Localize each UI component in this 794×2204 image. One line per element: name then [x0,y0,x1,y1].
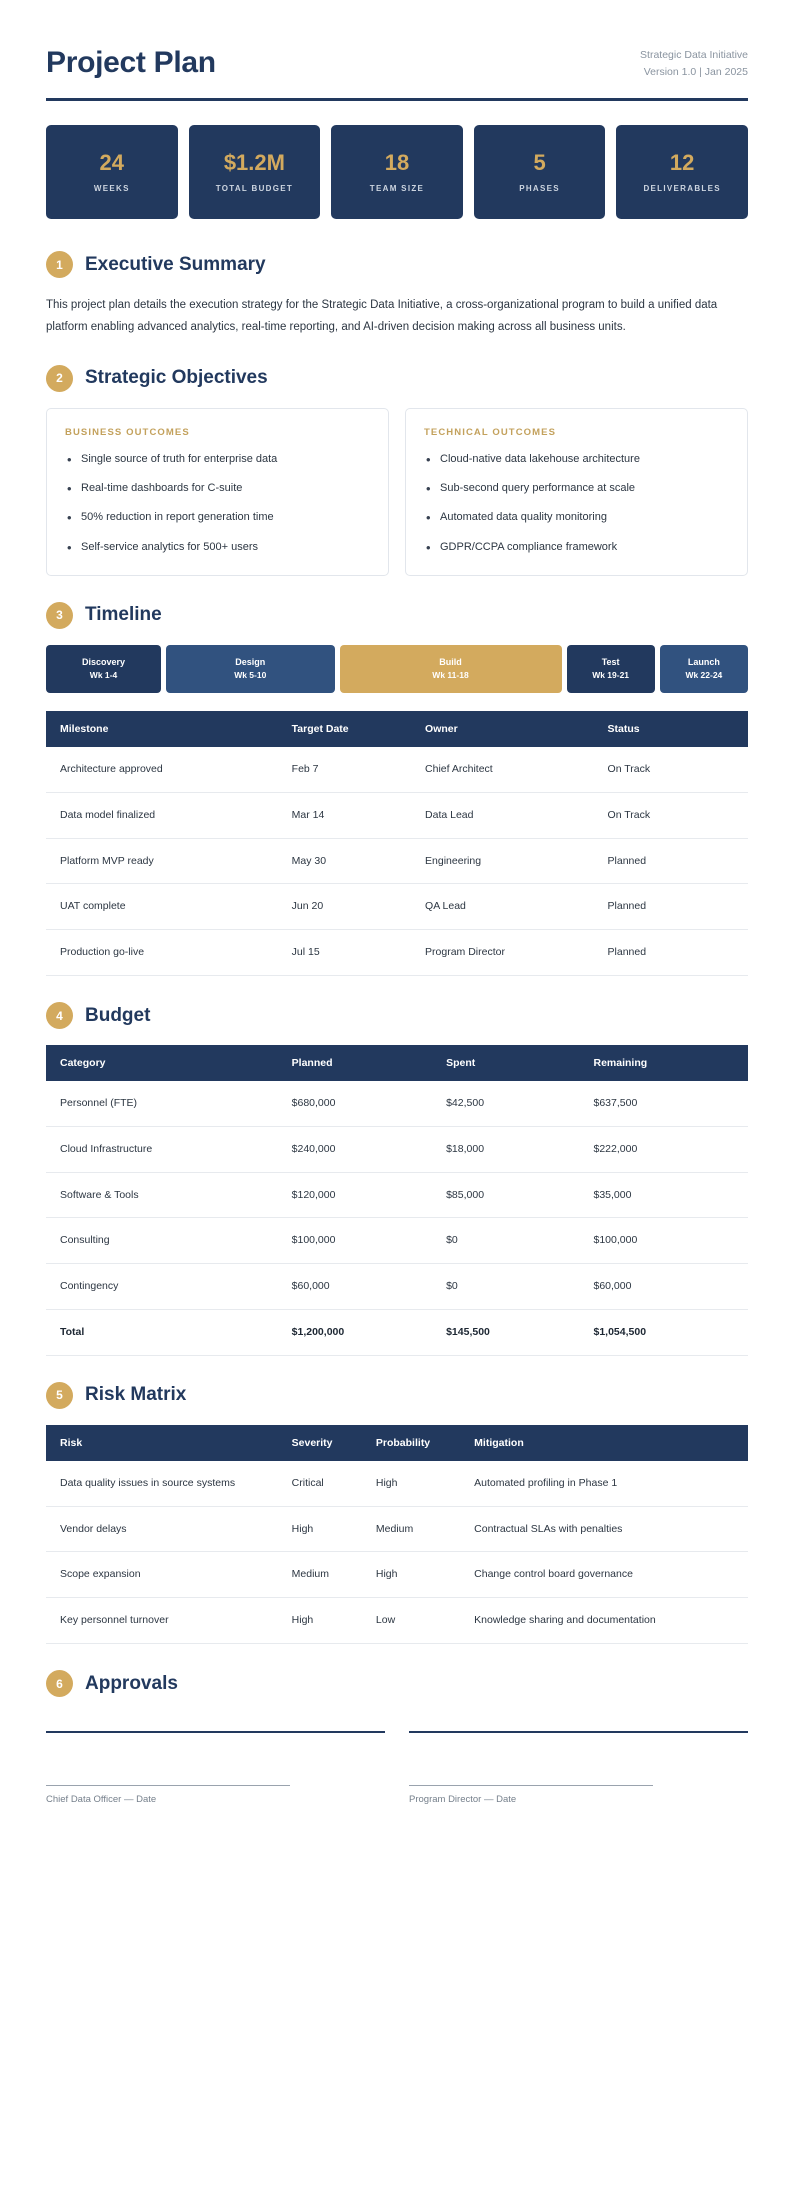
signature-line [46,1785,290,1786]
milestone-table [46,711,748,976]
table-cell: $680,000 [278,1081,432,1126]
column-header: Target Date [278,711,411,747]
table-cell: Automated profiling in Phase 1 [460,1461,748,1506]
list-item: • Cloud-native data lakehouse architecture [424,450,729,469]
section-heading [46,251,748,278]
table-cell: Engineering [411,838,594,884]
table-cell: Medium [362,1506,460,1552]
document-header [46,46,748,98]
timeline-phase [166,645,335,693]
section-number-badge: 2 [46,365,73,392]
phase-weeks: Wk 11-18 [432,670,469,681]
title-divider [46,98,748,101]
table-cell: Low [362,1598,460,1644]
list-item: • Real-time dashboards for C-suite [65,479,370,498]
section-number-badge: 5 [46,1382,73,1409]
approval-block [46,1731,385,1805]
timeline-phase [567,645,655,693]
section-number-badge: 6 [46,1670,73,1697]
table-cell: Mar 14 [278,792,411,838]
stat-card [46,125,178,219]
table-cell: Planned [594,838,748,884]
table-cell: Data Lead [411,792,594,838]
signature-label: Program Director — Date [409,1794,517,1806]
section-title: Timeline [85,604,162,626]
table-cell: Key personnel turnover [46,1598,278,1644]
objective-card-title: BUSINESS OUTCOMES [65,426,190,438]
table-cell: On Track [594,747,748,792]
objective-card [405,408,748,576]
table-cell: $42,500 [432,1081,579,1126]
table-cell: May 30 [278,838,411,884]
stat-value: 18 [384,149,410,175]
risk-table [46,1425,748,1644]
table-cell: Cloud Infrastructure [46,1126,278,1172]
table-row [46,838,748,884]
table-row [46,1218,748,1264]
table-row [46,1081,748,1126]
approval-top-rule [46,1731,385,1733]
list-item: • 50% reduction in report generation time [65,508,370,527]
table-cell: Platform MVP ready [46,838,278,884]
table-cell: $100,000 [580,1218,749,1264]
section-number-badge: 1 [46,251,73,278]
table-cell: High [278,1598,362,1644]
stat-label: WEEKS [93,183,130,193]
table-cell: $637,500 [580,1081,749,1126]
table-cell: Vendor delays [46,1506,278,1552]
objective-card-title: TECHNICAL OUTCOMES [424,426,557,438]
table-cell: Change control board governance [460,1552,748,1598]
section-heading [46,1382,748,1409]
table-cell: $120,000 [278,1172,432,1218]
table-header-row [46,711,748,747]
table-cell: Production go-live [46,930,278,976]
table-cell: Data model finalized [46,792,278,838]
stat-label: TEAM SIZE [369,183,425,193]
table-cell: On Track [594,792,748,838]
list-item: • Self-service analytics for 500+ users [65,538,370,557]
table-cell: Contractual SLAs with penalties [460,1506,748,1552]
document-meta [640,47,748,80]
objective-list [65,450,370,557]
table-total-row [46,1310,748,1356]
timeline-phase [340,645,562,693]
table-cell: Jun 20 [278,884,411,930]
table-cell: Contingency [46,1264,278,1310]
table-cell: Total [46,1310,278,1356]
table-cell: $0 [432,1218,579,1264]
section-executive-summary [46,251,748,339]
table-cell: Data quality issues in source systems [46,1461,278,1506]
table-cell: Planned [594,930,748,976]
stat-card [331,125,463,219]
section-number-badge: 4 [46,1002,73,1029]
section-heading [46,365,748,392]
stat-card [189,125,321,219]
table-header-row [46,1045,748,1081]
table-row [46,1598,748,1644]
table-cell: High [278,1506,362,1552]
table-cell: Software & Tools [46,1172,278,1218]
section-title: Executive Summary [85,253,266,275]
table-cell: Personnel (FTE) [46,1081,278,1126]
stat-value: 5 [533,149,546,175]
column-header: Status [594,711,748,747]
table-cell: High [362,1552,460,1598]
phase-name: Build [439,656,462,667]
table-row [46,1552,748,1598]
table-row [46,1126,748,1172]
column-header: Risk [46,1425,278,1461]
table-cell: Feb 7 [278,747,411,792]
table-row [46,792,748,838]
table-cell: Scope expansion [46,1552,278,1598]
section-heading [46,1002,748,1029]
section-title: Approvals [85,1672,178,1694]
budget-table [46,1045,748,1356]
list-item: • GDPR/CCPA compliance framework [424,538,729,557]
table-cell: Chief Architect [411,747,594,792]
column-header: Mitigation [460,1425,748,1461]
table-cell: $35,000 [580,1172,749,1218]
table-cell: $145,500 [432,1310,579,1356]
phase-name: Design [235,656,266,667]
column-header: Remaining [580,1045,749,1081]
table-cell: Medium [278,1552,362,1598]
list-item: • Automated data quality monitoring [424,508,729,527]
stat-value: 24 [99,149,125,175]
column-header: Owner [411,711,594,747]
stat-card-row [46,125,748,219]
table-cell: $1,054,500 [580,1310,749,1356]
stat-value: $1.2M [223,149,285,175]
section-number-badge: 3 [46,602,73,629]
table-cell: $1,200,000 [278,1310,432,1356]
signature-label: Chief Data Officer — Date [46,1794,157,1806]
section-strategic-objectives [46,365,748,576]
column-header: Probability [362,1425,460,1461]
stat-label: PHASES [519,183,560,193]
table-cell: High [362,1461,460,1506]
table-cell: $100,000 [278,1218,432,1264]
page-title: Project Plan [46,46,216,79]
column-header: Milestone [46,711,278,747]
table-cell: $60,000 [580,1264,749,1310]
objective-card-grid [46,408,748,576]
column-header: Category [46,1045,278,1081]
timeline-phase [46,645,161,693]
phase-weeks: Wk 19-21 [592,670,630,681]
objective-card [46,408,389,576]
objective-list [424,450,729,557]
executive-summary-paragraph: This project plan details the execution strategy for the Strategic Data Initiative, a cross-organizational program to build a unified data platform enabling advanced analytics, real-time reporting, and AI-driven decision making across all business units. [46,299,718,334]
table-row [46,1506,748,1552]
list-item: • Single source of truth for enterprise data [65,450,370,469]
approval-top-rule [409,1731,748,1733]
section-heading [46,602,748,629]
table-cell: $18,000 [432,1126,579,1172]
table-cell: $85,000 [432,1172,579,1218]
table-cell: Knowledge sharing and documentation [460,1598,748,1644]
phase-weeks: Wk 22-24 [685,670,723,681]
stat-card [474,125,606,219]
section-budget [46,1002,748,1356]
phase-name: Discovery [81,656,126,667]
column-header: Planned [278,1045,432,1081]
table-cell: $0 [432,1264,579,1310]
signature-line [409,1785,653,1786]
phase-weeks: Wk 1-4 [89,670,118,681]
table-cell: $240,000 [278,1126,432,1172]
list-item: • Sub-second query performance at scale [424,479,729,498]
section-title: Budget [85,1004,151,1026]
program-name: Strategic Data Initiative [640,49,748,62]
version-date: Version 1.0 | Jan 2025 [643,65,748,78]
column-header: Severity [278,1425,362,1461]
table-cell: QA Lead [411,884,594,930]
table-cell: Planned [594,884,748,930]
phase-weeks: Wk 5-10 [234,670,267,681]
section-timeline [46,602,748,976]
table-row [46,1264,748,1310]
table-row [46,747,748,792]
section-risk-matrix [46,1382,748,1644]
table-cell: UAT complete [46,884,278,930]
stat-card [616,125,748,219]
section-title: Risk Matrix [85,1384,187,1406]
stat-label: DELIVERABLES [643,183,721,193]
table-cell: Jul 15 [278,930,411,976]
column-header: Spent [432,1045,579,1081]
table-cell: Critical [278,1461,362,1506]
section-title: Strategic Objectives [85,367,268,389]
table-row [46,884,748,930]
stat-label: TOTAL BUDGET [215,183,294,193]
timeline-phase [660,645,748,693]
timeline-phase-bar [46,645,748,693]
table-cell: $222,000 [580,1126,749,1172]
approval-signature-grid [46,1731,748,1805]
table-cell: Program Director [411,930,594,976]
phase-name: Launch [687,656,720,667]
table-cell: Architecture approved [46,747,278,792]
table-header-row [46,1425,748,1461]
phase-name: Test [601,656,620,667]
section-approvals [46,1670,748,1805]
section-heading [46,1670,748,1697]
approval-block [409,1731,748,1805]
table-cell: Consulting [46,1218,278,1264]
stat-value: 12 [669,149,695,175]
table-row [46,1172,748,1218]
table-row [46,1461,748,1506]
table-cell: $60,000 [278,1264,432,1310]
table-row [46,930,748,976]
